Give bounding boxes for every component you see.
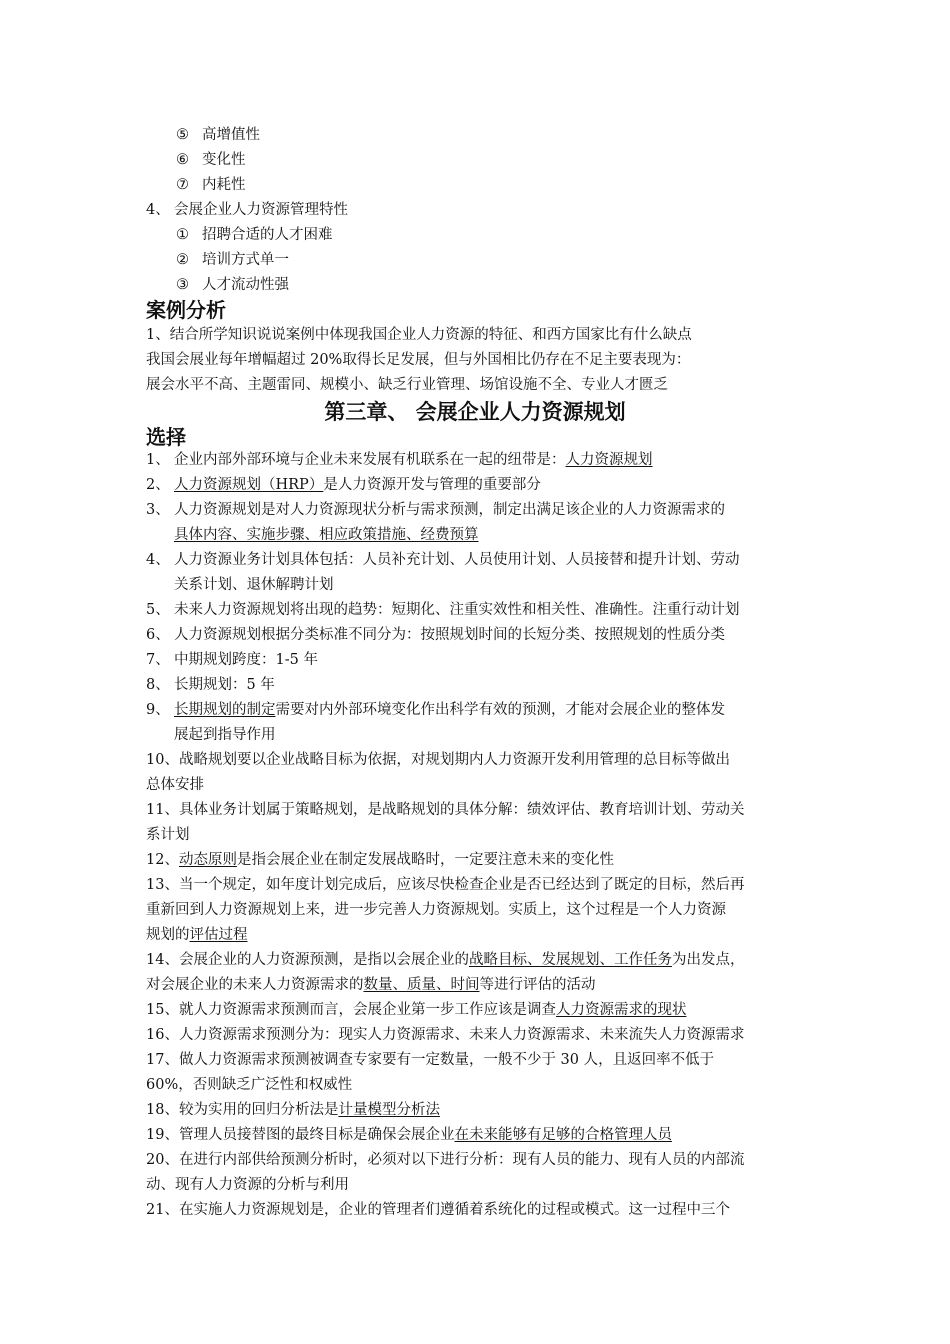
question-16: 16、人力资源需求预测分为：现实人力资源需求、未来人力资源需求、未来流失人力资源需求 bbox=[146, 1027, 745, 1043]
question-20: 20、在进行内部供给预测分析时，必须对以下进行分析：现有人员的能力、现有人员的内部流 bbox=[146, 1152, 745, 1168]
list-item bbox=[0, 123, 950, 147]
list-marker: 4、 bbox=[146, 202, 170, 218]
question-17: 17、做人力资源需求预测被调查专家要有一定数量，一般不少于 30 人，且返回率不低于 bbox=[146, 1052, 715, 1068]
question-number: 12、 bbox=[146, 852, 179, 868]
question-number: 1、 bbox=[146, 452, 170, 468]
question-text: 为出发点， bbox=[671, 952, 745, 968]
question-13: 13、当一个规定，如年度计划完成后，应该尽快检查企业是否已经达到了既定的目标，然后再 bbox=[146, 877, 745, 893]
list-text: 高增值性 bbox=[202, 127, 260, 143]
answer-underlined: 战略目标、发展规划、工作任务 bbox=[468, 952, 672, 968]
question-13-cont: 重新回到人力资源规划上来，进一步完善人力资源规划。实质上，这个过程是一个人力资源 bbox=[146, 902, 726, 918]
question-text: 15、就人力资源需求预测而言，会展企业第一步工作应该是调查 bbox=[146, 1002, 556, 1018]
list-item bbox=[0, 223, 950, 247]
question-text: 14、会展企业的人力资源预测，是指以会展企业的 bbox=[146, 952, 469, 968]
question-8 bbox=[0, 673, 950, 697]
question-text: 人力资源业务计划具体包括：人员补充计划、人员使用计划、人员接替和提升计划、劳动 bbox=[174, 552, 740, 568]
question-text: 人力资源规划根据分类标准不同分为：按照规划时间的长短分类、按照规划的性质分类 bbox=[174, 627, 725, 643]
question-number: 4、 bbox=[146, 552, 170, 568]
question-text: 中期规划跨度：1-5 年 bbox=[174, 652, 318, 668]
list-text: 会展企业人力资源管理特性 bbox=[174, 202, 348, 218]
question-number: 9、 bbox=[146, 702, 170, 718]
question-14 bbox=[0, 948, 950, 972]
answer-underlined: 人力资源需求的现状 bbox=[555, 1002, 687, 1018]
list-item bbox=[0, 273, 950, 297]
list-text: 内耗性 bbox=[202, 177, 246, 193]
question-number: 2、 bbox=[146, 477, 170, 493]
question-9 bbox=[0, 698, 950, 722]
question-number: 7、 bbox=[146, 652, 170, 668]
case-heading: 案例分析 bbox=[146, 298, 226, 322]
question-6 bbox=[0, 623, 950, 647]
question-number: 8、 bbox=[146, 677, 170, 693]
answer-underlined: 计量模型分析法 bbox=[338, 1102, 440, 1118]
section-heading-select: 选择 bbox=[146, 425, 186, 449]
list-marker: ③ bbox=[176, 277, 189, 293]
question-10-cont: 总体安排 bbox=[146, 777, 204, 793]
question-3-cont bbox=[0, 523, 950, 547]
answer-underlined: 具体内容、实施步骤、相应政策措施、经费预算 bbox=[174, 527, 479, 543]
question-19 bbox=[0, 1123, 950, 1147]
answer-underlined: 人力资源规划 bbox=[565, 452, 653, 468]
list-text: 人才流动性强 bbox=[202, 277, 289, 293]
question-text: 等进行评估的活动 bbox=[479, 977, 596, 993]
question-11-cont: 系计划 bbox=[146, 827, 190, 843]
question-2 bbox=[0, 473, 950, 497]
question-number: 3、 bbox=[146, 502, 170, 518]
question-number: 6、 bbox=[146, 627, 170, 643]
chapter-title: 第三章、 会展企业人力资源规划 bbox=[324, 400, 626, 424]
answer-underlined: 动态原则 bbox=[178, 852, 237, 868]
list-text: 招聘合适的人才困难 bbox=[202, 227, 333, 243]
list-item bbox=[0, 248, 950, 272]
answer-underlined: 数量、质量、时间 bbox=[363, 977, 480, 993]
question-text: 是指会展企业在制定发展战略时，一定要注意未来的变化性 bbox=[236, 852, 614, 868]
question-18 bbox=[0, 1098, 950, 1122]
question-text: 长期规划：5 年 bbox=[174, 677, 275, 693]
question-9-cont: 展起到指导作用 bbox=[174, 727, 276, 743]
case-answer-line: 我国会展业每年增幅超过 20%取得长足发展，但与外国相比仍存在不足主要表现为： bbox=[146, 352, 691, 368]
question-text: 人力资源规划是对人力资源现状分析与需求预测，制定出满足该企业的人力资源需求的 bbox=[174, 502, 725, 518]
question-12 bbox=[0, 848, 950, 872]
question-text: 是人力资源开发与管理的重要部分 bbox=[323, 477, 541, 493]
question-text: 19、管理人员接替图的最终目标是确保会展企业 bbox=[146, 1127, 455, 1143]
question-11: 11、具体业务计划属于策略规划，是战略规划的具体分解：绩效评估、教育培训计划、劳动关 bbox=[146, 802, 745, 818]
list-item bbox=[0, 148, 950, 172]
question-3 bbox=[0, 498, 950, 522]
question-text: 未来人力资源规划将出现的趋势：短期化、注重实效性和相关性、准确性。注重行动计划 bbox=[174, 602, 740, 618]
list-text: 变化性 bbox=[202, 152, 246, 168]
list-item bbox=[0, 173, 950, 197]
question-text: 18、较为实用的回归分析法是 bbox=[146, 1102, 339, 1118]
answer-underlined: 长期规划的制定 bbox=[174, 702, 276, 718]
question-14-cont bbox=[0, 973, 950, 997]
list-marker: ⑥ bbox=[176, 152, 189, 168]
question-4-cont: 关系计划、退休解聘计划 bbox=[174, 577, 334, 593]
question-4 bbox=[0, 548, 950, 572]
list-marker: ① bbox=[176, 227, 189, 243]
list-marker: ⑦ bbox=[176, 177, 189, 193]
list-marker: ⑤ bbox=[176, 127, 189, 143]
answer-underlined: 在未来能够有足够的合格管理人员 bbox=[454, 1127, 672, 1143]
question-10: 10、战略规划要以企业战略目标为依据，对规划期内人力资源开发利用管理的总目标等做出 bbox=[146, 752, 730, 768]
answer-underlined: 人力资源规划（HRP） bbox=[174, 477, 324, 493]
case-answer-line: 展会水平不高、主题雷同、规模小、缺乏行业管理、场馆设施不全、专业人才匮乏 bbox=[146, 377, 668, 393]
question-text: 企业内部外部环境与企业未来发展有机联系在一起的纽带是： bbox=[174, 452, 566, 468]
list-item bbox=[0, 198, 950, 222]
question-13-cont bbox=[0, 923, 950, 947]
question-1 bbox=[0, 448, 950, 472]
question-text: 需要对内外部环境变化作出科学有效的预测，才能对会展企业的整体发 bbox=[275, 702, 725, 718]
question-17-cont: 60%，否则缺乏广泛性和权威性 bbox=[146, 1077, 353, 1093]
question-text: 对会展企业的未来人力资源需求的 bbox=[146, 977, 364, 993]
question-7 bbox=[0, 648, 950, 672]
question-5 bbox=[0, 598, 950, 622]
list-marker: ② bbox=[176, 252, 189, 268]
question-number: 5、 bbox=[146, 602, 170, 618]
question-21: 21、在实施人力资源规划是，企业的管理者们遵循着系统化的过程或模式。这一过程中三个 bbox=[146, 1202, 730, 1218]
list-text: 培训方式单一 bbox=[202, 252, 289, 268]
question-20-cont: 动、现有人力资源的分析与利用 bbox=[146, 1177, 349, 1193]
question-text: 规划的 bbox=[146, 927, 190, 943]
answer-underlined: 评估过程 bbox=[189, 927, 248, 943]
case-question: 1、结合所学知识说说案例中体现我国企业人力资源的特征、和西方国家比有什么缺点 bbox=[146, 327, 692, 343]
question-15 bbox=[0, 998, 950, 1022]
